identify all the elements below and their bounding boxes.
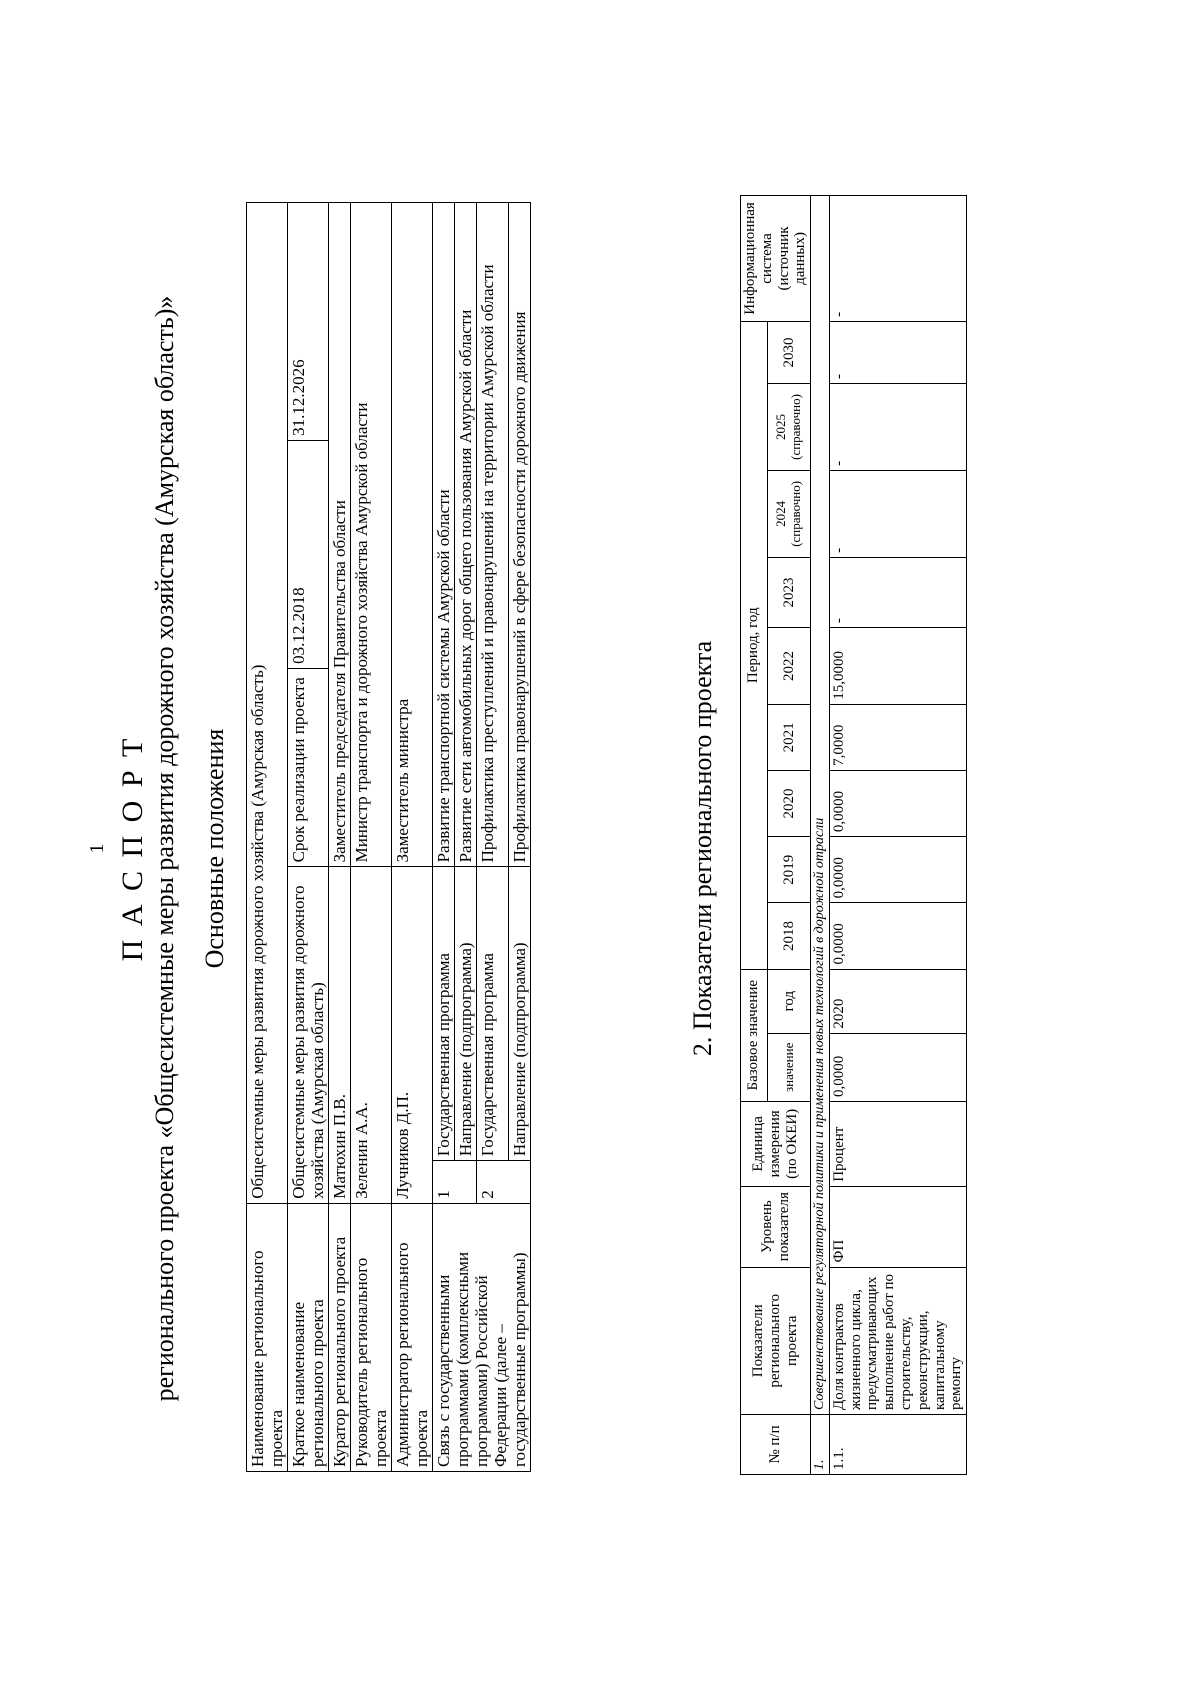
col-num-header: № п/п [741, 1415, 811, 1475]
head-label: Руководитель регионального проекта [351, 1203, 392, 1471]
table-row [811, 196, 830, 1475]
row-value: - [829, 557, 966, 627]
direction-label: Направление (подпрограмма) [455, 867, 477, 1161]
term-label: Срок реализации проекта [288, 668, 329, 867]
main-provisions-table [246, 202, 531, 1472]
direction-label: Направление (подпрограмма) [509, 867, 531, 1161]
link-number: 1 [433, 1161, 477, 1204]
term-end: 31.12.2026 [288, 203, 329, 441]
row-base-year: 2020 [829, 969, 966, 1033]
row-value: 0,0000 [829, 837, 966, 903]
head-name: Зеленин А.А. [351, 867, 392, 1203]
curator-name: Матюхин П.В. [329, 867, 351, 1203]
col-year-header: 2023 [767, 557, 810, 627]
col-year-header: 2018 [767, 903, 810, 969]
row-value: - [829, 321, 966, 383]
group-title: Совершенствование регуляторной политики и применения новых технологий в дорожной отрасли [811, 196, 830, 1415]
section-indicators-title: 2. Показатели регионального проекта [688, 640, 717, 1057]
direction-value: Профилактика правонарушений в сфере безопасности дорожного движения [509, 203, 531, 867]
col-base-header: Базовое значение [741, 969, 768, 1101]
table-row [288, 203, 329, 1472]
col-unit-header: Единица измерения (по ОКЕИ) [741, 1101, 811, 1186]
short-name-value: Общесистемные меры развития дорожного хозяйства (Амурская область) [288, 867, 329, 1203]
col-year-header: 2019 [767, 837, 810, 903]
page-number: 1 [86, 843, 108, 854]
table-header-row [741, 196, 768, 1475]
section-main-provisions-title: Основные положения [200, 728, 229, 969]
row-info: - [829, 196, 966, 322]
term-start: 03.12.2018 [288, 440, 329, 668]
admin-label: Администратор регионального проекта [392, 1203, 433, 1471]
row-level: ФП [829, 1186, 966, 1267]
table-row [247, 203, 288, 1472]
col-level-header: Уровень показателя [741, 1186, 811, 1267]
head-position: Министр транспорта и дорожного хозяйства Амурской области [351, 203, 392, 867]
program-value: Профилактика преступлений и правонарушений на территории Амурской области [477, 203, 509, 867]
document-title: П А С П О Р Т [116, 735, 149, 962]
group-number: 1. [811, 1415, 830, 1475]
row-value: - [829, 470, 966, 557]
col-info-header: Информационная система (источник данных) [741, 196, 811, 322]
direction-value: Развитие сети автомобильных дорог общего пользования Амурской области [455, 203, 477, 867]
col-year-header: 2030 [767, 321, 810, 383]
indicators-table [740, 195, 967, 1475]
table-row [433, 203, 455, 1472]
admin-name: Лучников Д.П. [392, 867, 433, 1203]
col-year-header: 2020 [767, 770, 810, 836]
col-base-year-header: год [767, 969, 810, 1033]
row-base-value: 0,0000 [829, 1033, 966, 1101]
table-row [829, 196, 966, 1475]
project-name-value: Общесистемные меры развития дорожного хозяйства (Амурская область) [247, 203, 288, 1204]
admin-position: Заместитель министра [392, 203, 433, 867]
col-base-value-header: значение [767, 1033, 810, 1101]
curator-position: Заместитель председателя Правительства области [329, 203, 351, 867]
document-subtitle: регионального проекта «Общесистемные меры развития дорожного хозяйства (Амурская область)» [150, 295, 179, 1402]
col-year-header: 2025 (справочно) [767, 384, 810, 471]
short-name-label: Краткое наименование регионального проекта [288, 1203, 329, 1471]
table-row [329, 203, 351, 1472]
project-name-label: Наименование регионального проекта [247, 1203, 288, 1471]
table-row [392, 203, 433, 1472]
row-number: 1.1. [829, 1415, 966, 1475]
row-value: 0,0000 [829, 903, 966, 969]
row-unit: Процент [829, 1101, 966, 1186]
row-indicator: Доля контрактов жизненного цикла, предусматривающих выполнение работ по строительству, реконструкции, капитальному ремонту [829, 1267, 966, 1414]
col-year-header: 2021 [767, 704, 810, 770]
program-label: Государственная программа [477, 867, 509, 1161]
col-period-header: Период, год [741, 321, 768, 969]
row-value: 7,0000 [829, 704, 966, 770]
col-year-header: 2024 (справочно) [767, 470, 810, 557]
row-value: 15,0000 [829, 628, 966, 705]
program-value: Развитие транспортной системы Амурской области [433, 203, 455, 867]
row-value: 0,0000 [829, 770, 966, 836]
program-label: Государственная программа [433, 867, 455, 1161]
curator-label: Куратор регионального проекта [329, 1203, 351, 1471]
col-year-header: 2022 [767, 628, 810, 705]
program-links-label: Связь с государственными программами (комплексными программами) Российской Федерации (далее – государственные программы) [433, 1203, 531, 1471]
col-indicator-header: Показатели регионального проекта [741, 1267, 811, 1414]
link-number: 2 [477, 1161, 531, 1204]
row-value: - [829, 384, 966, 471]
table-row [351, 203, 392, 1472]
